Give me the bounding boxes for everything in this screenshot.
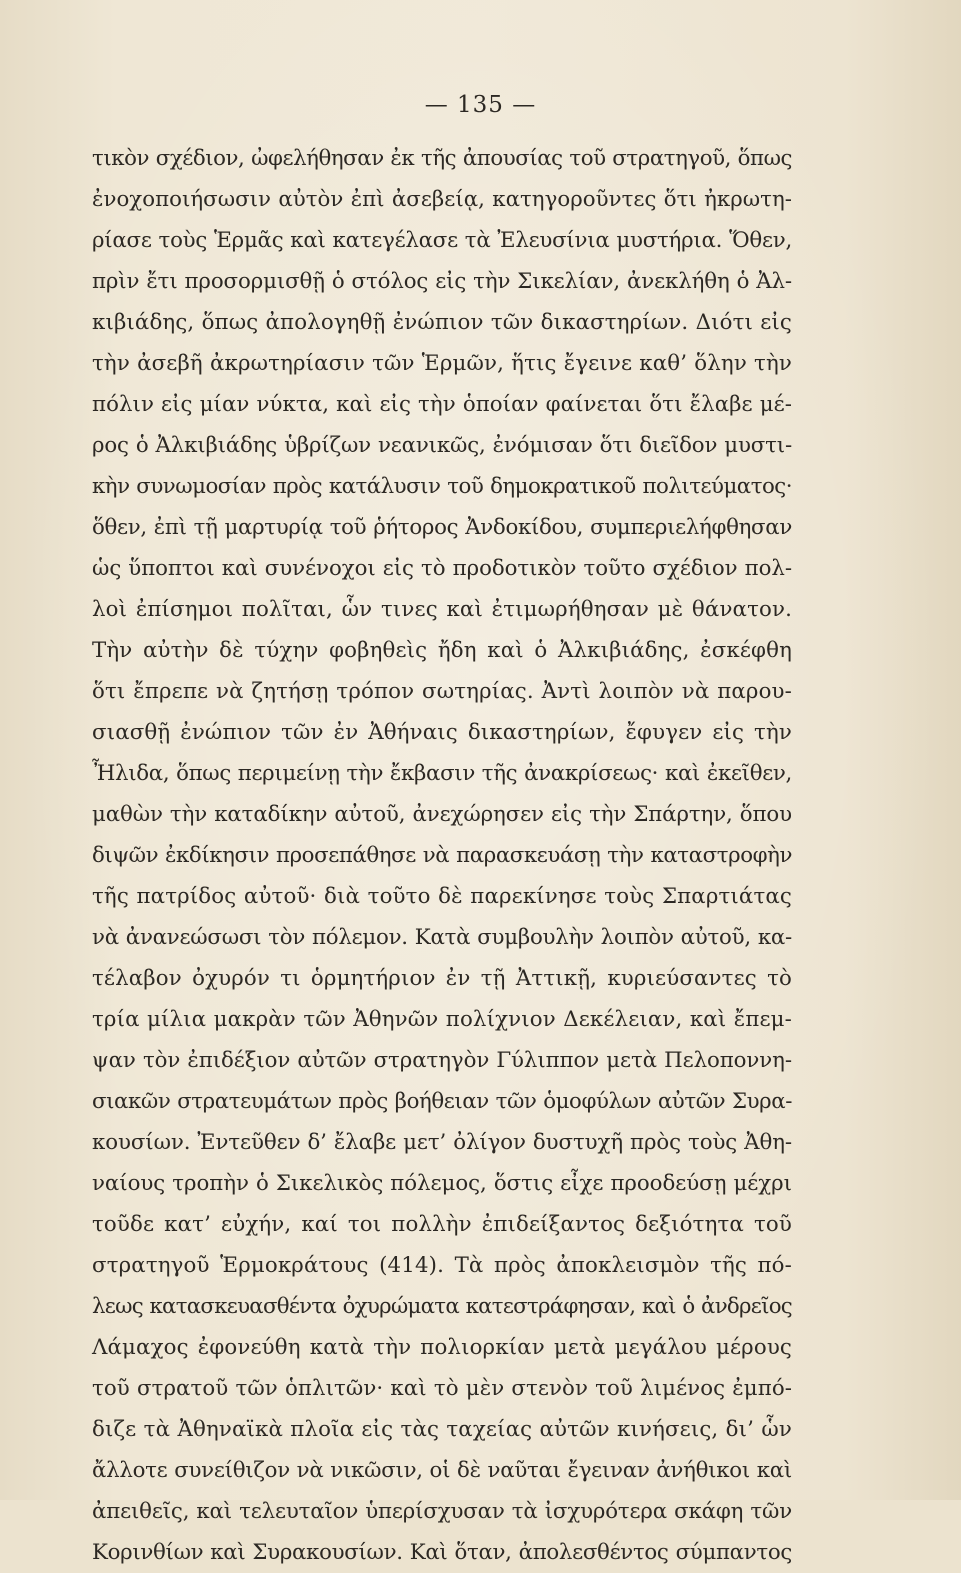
text-line: ὡς ὕποπτοι καὶ συνένοχοι εἰς τὸ προδοτικὸν τοῦτο σχέδιον πολ- [92, 556, 792, 581]
text-line: τέλαβον ὀχυρόν τι ὁρμητήριον ἐν τῇ Ἀττικῇ, κυριεύσαντες τὸ [92, 966, 792, 991]
text-line: Ἦλιδα, ὅπως περιμείνῃ τὴν ἔκβασιν τῆς ἀνακρίσεως· καὶ ἐκεῖθεν, [92, 761, 792, 786]
text-line: Κορινθίων καὶ Συρακουσίων. Καὶ ὅταν, ἀπολεσθέντος σύμπαντος [92, 1540, 792, 1565]
page-number-header: — 135 — [424, 92, 537, 118]
text-line: ὅθεν, ἐπὶ τῇ μαρτυρίᾳ τοῦ ῥήτορος Ἀνδοκίδου, συμπεριελήφθησαν [92, 515, 792, 540]
text-line: ρίασε τοὺς Ἑρμᾶς καὶ κατεγέλασε τὰ Ἐλευσίνια μυστήρια. Ὅθεν, [92, 228, 792, 253]
text-line: στρατηγοῦ Ἑρμοκράτους (414). Τὰ πρὸς ἀποκλεισμὸν τῆς πό- [92, 1253, 792, 1278]
text-line: κουσίων. Ἐντεῦθεν δ’ ἔλαβε μετ’ ὀλίγον δυστυχῆ πρὸς τοὺς Ἀθη- [92, 1130, 792, 1155]
text-line: διζε τὰ Ἀθηναϊκὰ πλοῖα εἰς τὰς ταχείας αὐτῶν κινήσεις, δι’ ὧν [92, 1417, 792, 1442]
text-line: ἄλλοτε συνείθιζον νὰ νικῶσιν, οἱ δὲ ναῦται ἔγειναν ἀνήθικοι καὶ [92, 1458, 792, 1483]
text-line: νὰ ἀνανεώσωσι τὸν πόλεμον. Κατὰ συμβουλὴν λοιπὸν αὐτοῦ, κα- [92, 925, 792, 950]
text-line: Λάμαχος ἐφονεύθη κατὰ τὴν πολιορκίαν μετὰ μεγάλου μέρους [92, 1335, 792, 1360]
text-line: σιασθῇ ἐνώπιον τῶν ἐν Ἀθήναις δικαστηρίων, ἔφυγεν εἰς τὴν [92, 720, 792, 745]
text-line: τρία μίλια μακρὰν τῶν Ἀθηνῶν πολίχνιον Δεκέλειαν, καὶ ἔπεμ- [92, 1007, 792, 1032]
text-line: τὴν ἀσεβῆ ἀκρωτηρίασιν τῶν Ἑρμῶν, ἥτις ἔγεινε καθ’ ὅλην τὴν [92, 351, 792, 376]
text-line: ἐνοχοποιήσωσιν αὐτὸν ἐπὶ ἀσεβείᾳ, κατηγοροῦντες ὅτι ἠκρωτη- [92, 187, 792, 212]
text-line: κιβιάδης, ὅπως ἀπολογηθῇ ἐνώπιον τῶν δικαστηρίων. Διότι εἰς [92, 310, 792, 335]
text-line: ναίους τροπὴν ὁ Σικελικὸς πόλεμος, ὅστις εἶχε προοδεύσῃ μέχρι [92, 1171, 792, 1196]
text-line: ψαν τὸν ἐπιδέξιον αὐτῶν στρατηγὸν Γύλιππον μετὰ Πελοποννη- [92, 1048, 792, 1073]
text-line: λεως κατασκευασθέντα ὀχυρώματα κατεστράφησαν, καὶ ὁ ἀνδρεῖος [92, 1294, 792, 1319]
text-line: σιακῶν στρατευμάτων πρὸς βοήθειαν τῶν ὁμοφύλων αὐτῶν Συρα- [92, 1089, 792, 1114]
text-line: κὴν συνωμοσίαν πρὸς κατάλυσιν τοῦ δημοκρατικοῦ πολιτεύματος· [92, 474, 792, 499]
text-line: ἀπειθεῖς, καὶ τελευταῖον ὑπερίσχυσαν τὰ ἰσχυρότερα σκάφη τῶν [92, 1499, 792, 1524]
page-body-text [92, 138, 792, 1573]
text-line: τοῦδε κατ’ εὐχήν, καί τοι πολλὴν ἐπιδείξαντος δεξιότητα τοῦ [92, 1212, 792, 1237]
text-line: μαθὼν τὴν καταδίκην αὐτοῦ, ἀνεχώρησεν εἰς τὴν Σπάρτην, ὅπου [92, 802, 792, 827]
text-line: τικὸν σχέδιον, ὠφελήθησαν ἐκ τῆς ἀπουσίας τοῦ στρατηγοῦ, ὅπως [92, 146, 792, 171]
text-line: τοῦ στρατοῦ τῶν ὁπλιτῶν· καὶ τὸ μὲν στενὸν τοῦ λιμένος ἐμπό- [92, 1376, 792, 1401]
text-line: ὅτι ἔπρεπε νὰ ζητήσῃ τρόπον σωτηρίας. Ἀντὶ λοιπὸν νὰ παρου- [92, 679, 792, 704]
text-line: λοὶ ἐπίσημοι πολῖται, ὧν τινες καὶ ἐτιμωρήθησαν μὲ θάνατον. [92, 597, 792, 622]
text-line: τῆς πατρίδος αὐτοῦ· διὰ τοῦτο δὲ παρεκίνησε τοὺς Σπαρτιάτας [92, 884, 792, 909]
text-line: Τὴν αὐτὴν δὲ τύχην φοβηθεὶς ἤδη καὶ ὁ Ἀλκιβιάδης, ἐσκέφθη [92, 638, 792, 663]
text-line: πρὶν ἔτι προσορμισθῇ ὁ στόλος εἰς τὴν Σικελίαν, ἀνεκλήθη ὁ Ἀλ- [92, 269, 792, 294]
text-line: πόλιν εἰς μίαν νύκτα, καὶ εἰς τὴν ὁποίαν φαίνεται ὅτι ἔλαβε μέ- [92, 392, 792, 417]
text-line: ρος ὁ Ἀλκιβιάδης ὑβρίζων νεανικῶς, ἐνόμισαν ὅτι διεῖδον μυστι- [92, 433, 792, 458]
text-line: διψῶν ἐκδίκησιν προσεπάθησε νὰ παρασκευάσῃ τὴν καταστροφὴν [92, 843, 792, 868]
